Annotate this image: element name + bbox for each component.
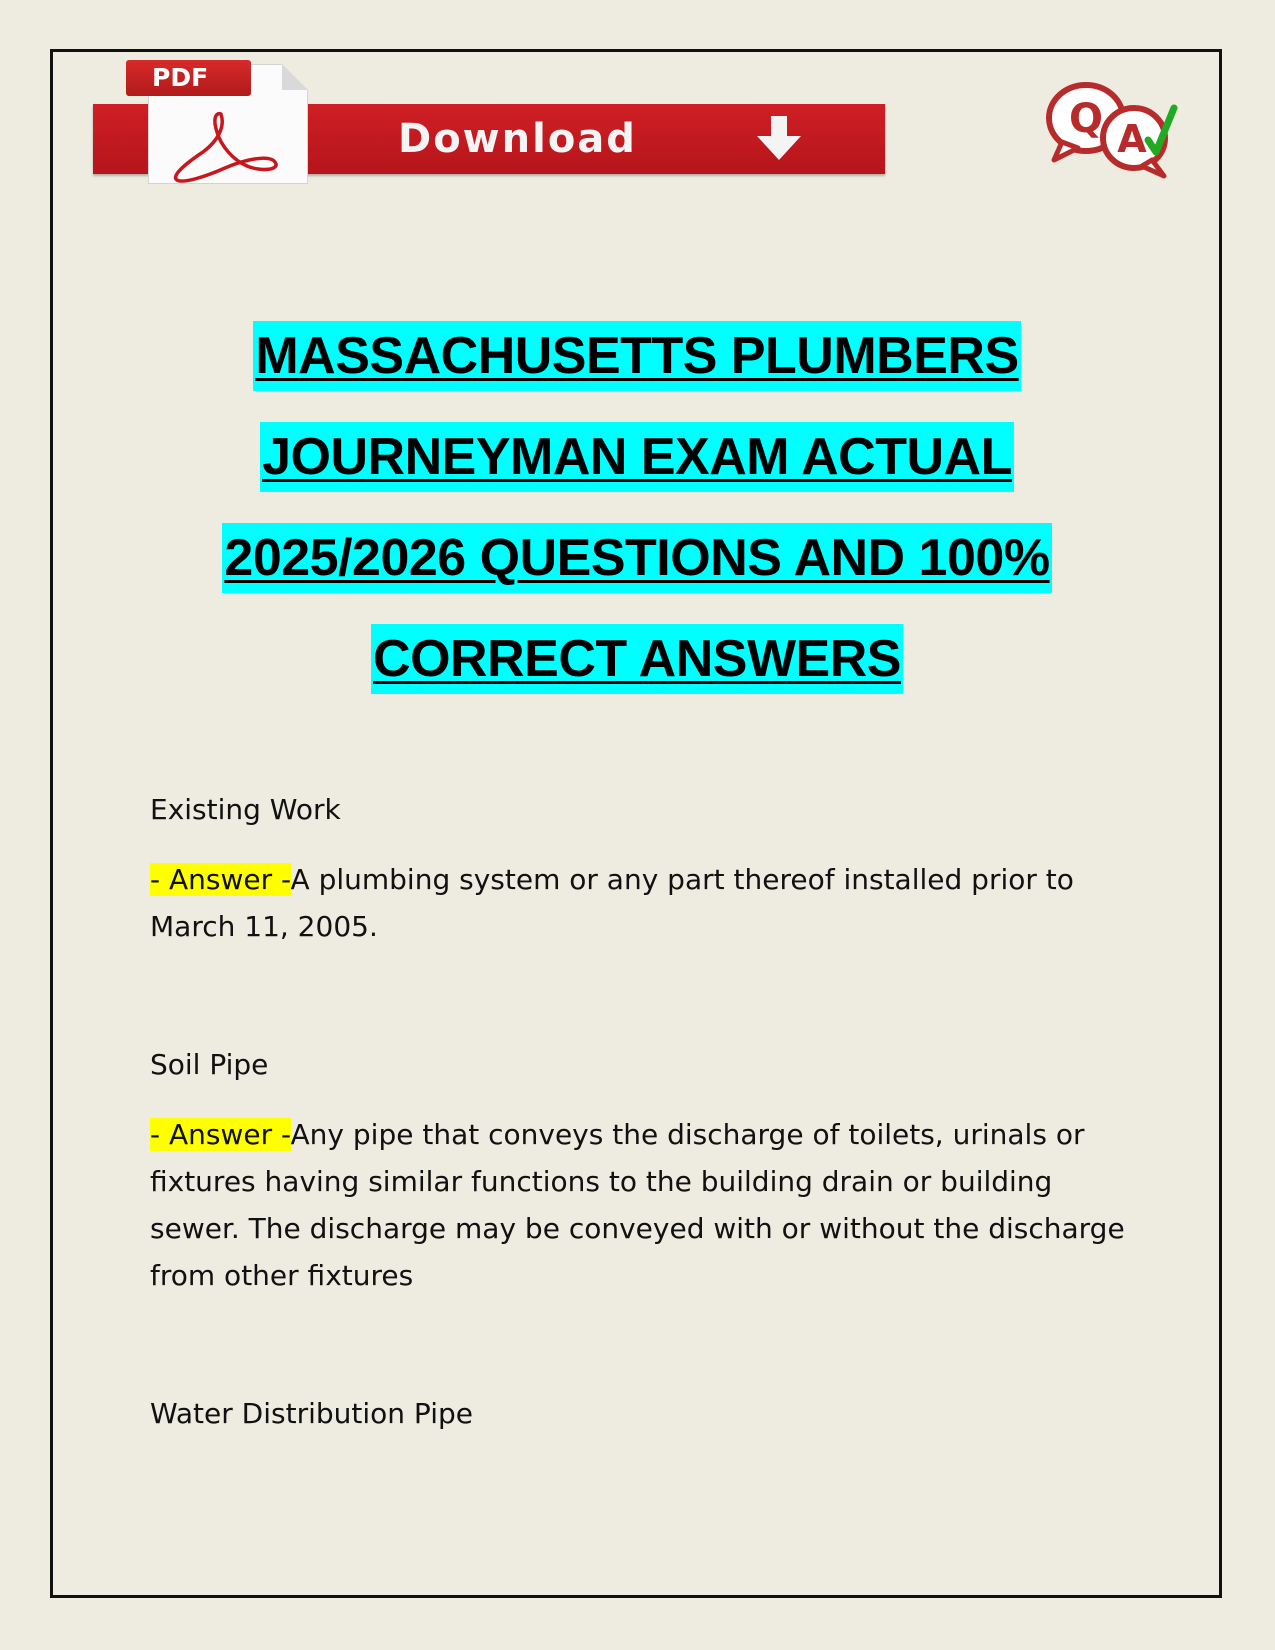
download-label[interactable]: Download (398, 116, 637, 162)
title-line-text: CORRECT ANSWERS (371, 624, 903, 694)
qa-entry (150, 1045, 1130, 1299)
download-arrow-icon (751, 114, 807, 164)
title-line (120, 407, 1154, 508)
title-line-text: 2025/2026 QUESTIONS AND 100% (222, 523, 1051, 593)
qa-entry (150, 790, 1130, 950)
question-term: Water Distribution Pipe (150, 1397, 473, 1430)
answer-prefix: - Answer - (150, 863, 291, 896)
pdf-download-banner[interactable] (93, 60, 885, 184)
pdf-tag: PDF (126, 60, 251, 96)
title-line-text: MASSACHUSETTS PLUMBERS (253, 321, 1020, 391)
answer-text (150, 856, 1130, 950)
answer-body: Any pipe that conveys the discharge of toilets, urinals or fixtures having similar functions to the building drain or building sewer. The discharge may be conveyed with or without the discharge from other fixtures (150, 1118, 1125, 1292)
title-line (120, 609, 1154, 710)
q-letter: Q (1068, 96, 1104, 142)
question-term: Soil Pipe (150, 1048, 269, 1081)
a-letter: A (1117, 117, 1147, 161)
title-line (120, 306, 1154, 407)
qa-logo-icon (1040, 80, 1210, 180)
answer-text (150, 1111, 1130, 1299)
page-fold (282, 64, 308, 90)
answer-body: A plumbing system or any part thereof installed prior to March 11, 2005. (150, 863, 1074, 943)
acrobat-icon (163, 108, 293, 186)
title-line-text: JOURNEYMAN EXAM ACTUAL (260, 422, 1014, 492)
document-title (120, 306, 1154, 710)
answer-prefix: - Answer - (150, 1118, 291, 1151)
qa-list (150, 790, 1130, 1529)
question-term: Existing Work (150, 793, 341, 826)
title-line (120, 508, 1154, 609)
qa-entry (150, 1394, 1130, 1434)
